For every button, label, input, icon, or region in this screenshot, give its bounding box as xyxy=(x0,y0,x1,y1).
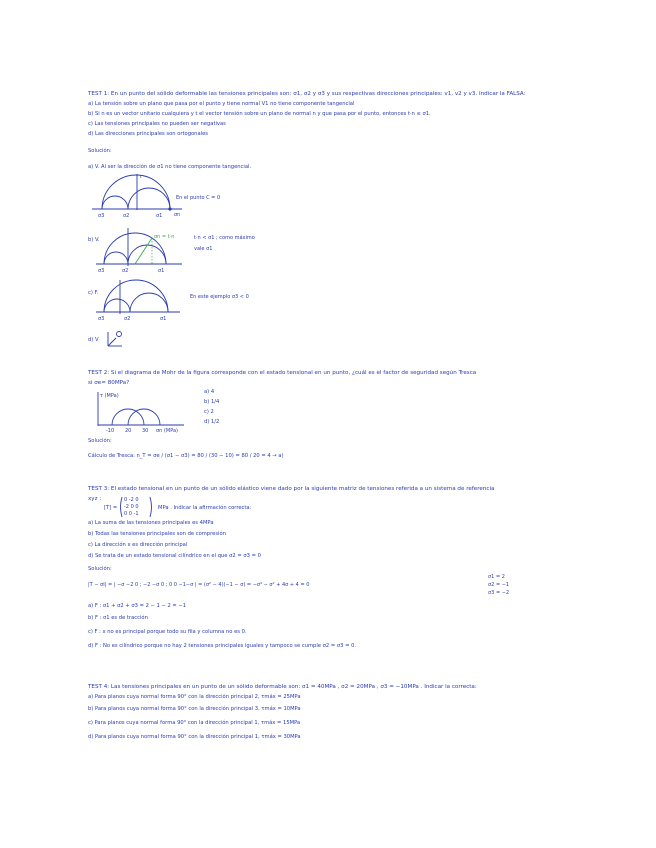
sigma2-label: σ2 xyxy=(122,268,129,274)
q3-root: σ3 = −2 xyxy=(488,590,510,596)
q4-option-a: a) Para planos cuya normal forma 90° con la dirección principal 2, τmáx = 25MPa xyxy=(88,694,301,700)
q3-matrix-row: 0 -2 0 xyxy=(124,497,139,503)
q2-calculation: Cálculo de Tresca: n_T = σe / (σ1 − σ3) = 80 / (30 − 10) = 80 / 20 = 4 → a) xyxy=(88,453,284,459)
q3-determinant: |T − σI| = | −σ −2 0 ; −2 −σ 0 ; 0 0 −1−σ | = (σ² − 4)(−1 − σ) = −σ³ − σ² + 4σ + 4 = 0 xyxy=(88,582,310,588)
q3-solution-b: b) F : σ1 es de tracción xyxy=(88,615,148,621)
tick-label: 30 xyxy=(142,428,149,434)
q3-option-a: a) La suma de las tensiones principales es 4MPa xyxy=(88,520,214,526)
q1-solution-heading: Solución: xyxy=(88,148,112,154)
q2-mohr-diagram xyxy=(92,390,192,432)
tick-label: 20 xyxy=(125,428,132,434)
q3-solution-d: d) F : No es cilíndrico porque no hay 2 tensiones principales iguales y tampoco se cumple σ2 = σ3 = 0. xyxy=(88,643,357,649)
point-sigma1 xyxy=(168,207,171,210)
q1-note-a: En el punto C = 0 xyxy=(176,195,221,201)
tick-label: -10 xyxy=(106,428,115,434)
tau-label: τ xyxy=(139,174,143,180)
mohr-circle-small xyxy=(104,299,130,312)
q2-title: TEST 2: Si el diagrama de Mohr de la figura corresponde con el estado tensional en un punto, ¿cuál es el factor de seguridad según Tresca xyxy=(88,370,477,376)
sigma1-label: σ1 xyxy=(156,213,163,219)
q3-solution-a: a) F : σ1 + σ2 + σ3 = 2 − 1 − 2 = −1 xyxy=(88,603,187,609)
q1-option-b: b) Si n es un vector unitario cualquiera y t el vector tensión sobre un plano de normal n y que pasa por el punto, entonces t·n ≤ σ1. xyxy=(88,111,431,117)
sigma2-label: σ2 xyxy=(124,316,131,322)
sigma2-label: σ2 xyxy=(123,213,130,219)
q3-option-c: c) La dirección x es dirección principal xyxy=(88,542,188,548)
q3-root: σ1 = 2 xyxy=(488,574,505,580)
circled-mark xyxy=(117,332,122,337)
q3-title-cont: xyz : xyxy=(88,496,102,502)
green-vector xyxy=(135,238,152,264)
sigma1-label: σ1 xyxy=(160,316,167,322)
q3-solution-heading: Solución: xyxy=(88,566,112,572)
bracket-left xyxy=(121,497,123,517)
q4-option-b: b) Para planos cuya normal forma 90° con la dirección principal 3, τmáx = 10MPa xyxy=(88,706,301,712)
q4-title: TEST 4: Las tensiones principales en un punto de un sólido deformable son: σ1 = 40MPa , σ2 = 20MPa , σ3 = −10MPa . Indicar la correcta: xyxy=(88,684,477,690)
q3-matrix-label: [T] = xyxy=(104,505,118,511)
mohr-diagram-2 xyxy=(96,226,192,274)
mohr-circle-medium xyxy=(128,245,166,264)
q4-option-c: c) Para planos cuya normal forma 90° con la dirección principal 1, τmáx = 15MPa xyxy=(88,720,301,726)
q1-option-c: c) Las tensiones principales no pueden ser negativas xyxy=(88,121,226,127)
q1-solution-b: b) V. xyxy=(88,237,100,243)
sigma1-label: σ1 xyxy=(158,268,165,274)
q2-option-c: c) 2 xyxy=(204,409,214,415)
q2-title-cont: si σe= 80MPa? xyxy=(88,380,130,386)
sigma3-label: σ3 xyxy=(98,268,105,274)
q3-option-d: d) Se trata de un estado tensional cilíndrico en el que σ2 = σ3 = 0 xyxy=(88,553,261,559)
tau-label: τ (MPa) xyxy=(100,393,119,399)
q3-option-b: b) Todas las tensiones principales son de compresión xyxy=(88,531,226,537)
q1-title: TEST 1: En un punto del sólido deformable las tensiones principales son: σ1, σ2 y σ3 y sus respectivas direcciones principales: v1, v2 y v3. Indicar la FALSA: xyxy=(88,91,526,97)
mohr-circle-outer xyxy=(104,280,168,312)
q1-note-b2: vale σ1 xyxy=(194,246,213,252)
q1-note-b1: t·n < σ1 ; como máximo xyxy=(194,235,255,241)
mohr-circle-medium xyxy=(128,188,170,209)
q1-solution-c: c) F. xyxy=(88,290,99,296)
mohr-circle-small xyxy=(102,196,128,209)
axis-diagonal xyxy=(108,338,116,346)
q3-units: MPa . Indicar la afirmación correcta: xyxy=(158,505,252,511)
q3-matrix-row: -2 0 0 xyxy=(124,504,139,510)
q3-title: TEST 3: El estado tensional en un punto de un sólido elástico viene dado por la siguiente matriz de tensiones referida a un sistema de referencia xyxy=(88,486,495,492)
bracket-right xyxy=(150,497,152,517)
mohr-circle-medium xyxy=(130,293,168,312)
mohr-diagram-3 xyxy=(96,278,192,322)
mohr-circle-small xyxy=(104,252,128,264)
q1-solution-a: a) V. Al ser la dirección de σ1 no tiene componente tangencial. xyxy=(88,164,252,170)
q1-note-c: En este ejemplo σ3 < 0 xyxy=(190,294,249,300)
q1-option-a: a) La tensión sobre un plano que pasa por el punto y tiene normal V1 no tiene componente tangencial xyxy=(88,101,355,107)
q1-option-d: d) Las direcciones principales son ortogonales xyxy=(88,131,208,137)
q3-root: σ2 = −1 xyxy=(488,582,510,588)
green-label: σn = t·n xyxy=(154,234,175,240)
q2-option-d: d) 1/2 xyxy=(204,419,220,425)
q2-option-b: b) 1/4 xyxy=(204,399,220,405)
sigma-label: σn (MPa) xyxy=(156,428,178,434)
q4-option-d: d) Para planos cuya normal forma 90° con la dirección principal 1, τmáx = 30MPa xyxy=(88,734,301,740)
q2-solution-heading: Solución: xyxy=(88,438,112,444)
q3-matrix-row: 0 0 -1 xyxy=(124,511,139,517)
sigma-label: σn xyxy=(174,212,181,218)
q1-solution-d: d) V xyxy=(88,337,99,343)
sigma3-label: σ3 xyxy=(98,213,105,219)
orthogonal-axes-sketch xyxy=(104,330,124,348)
sigma3-label: σ3 xyxy=(98,316,105,322)
q2-option-a: a) 4 xyxy=(204,389,215,395)
q3-solution-c: c) F : x no es principal porque todo su fila y columna no es 0. xyxy=(88,629,247,635)
